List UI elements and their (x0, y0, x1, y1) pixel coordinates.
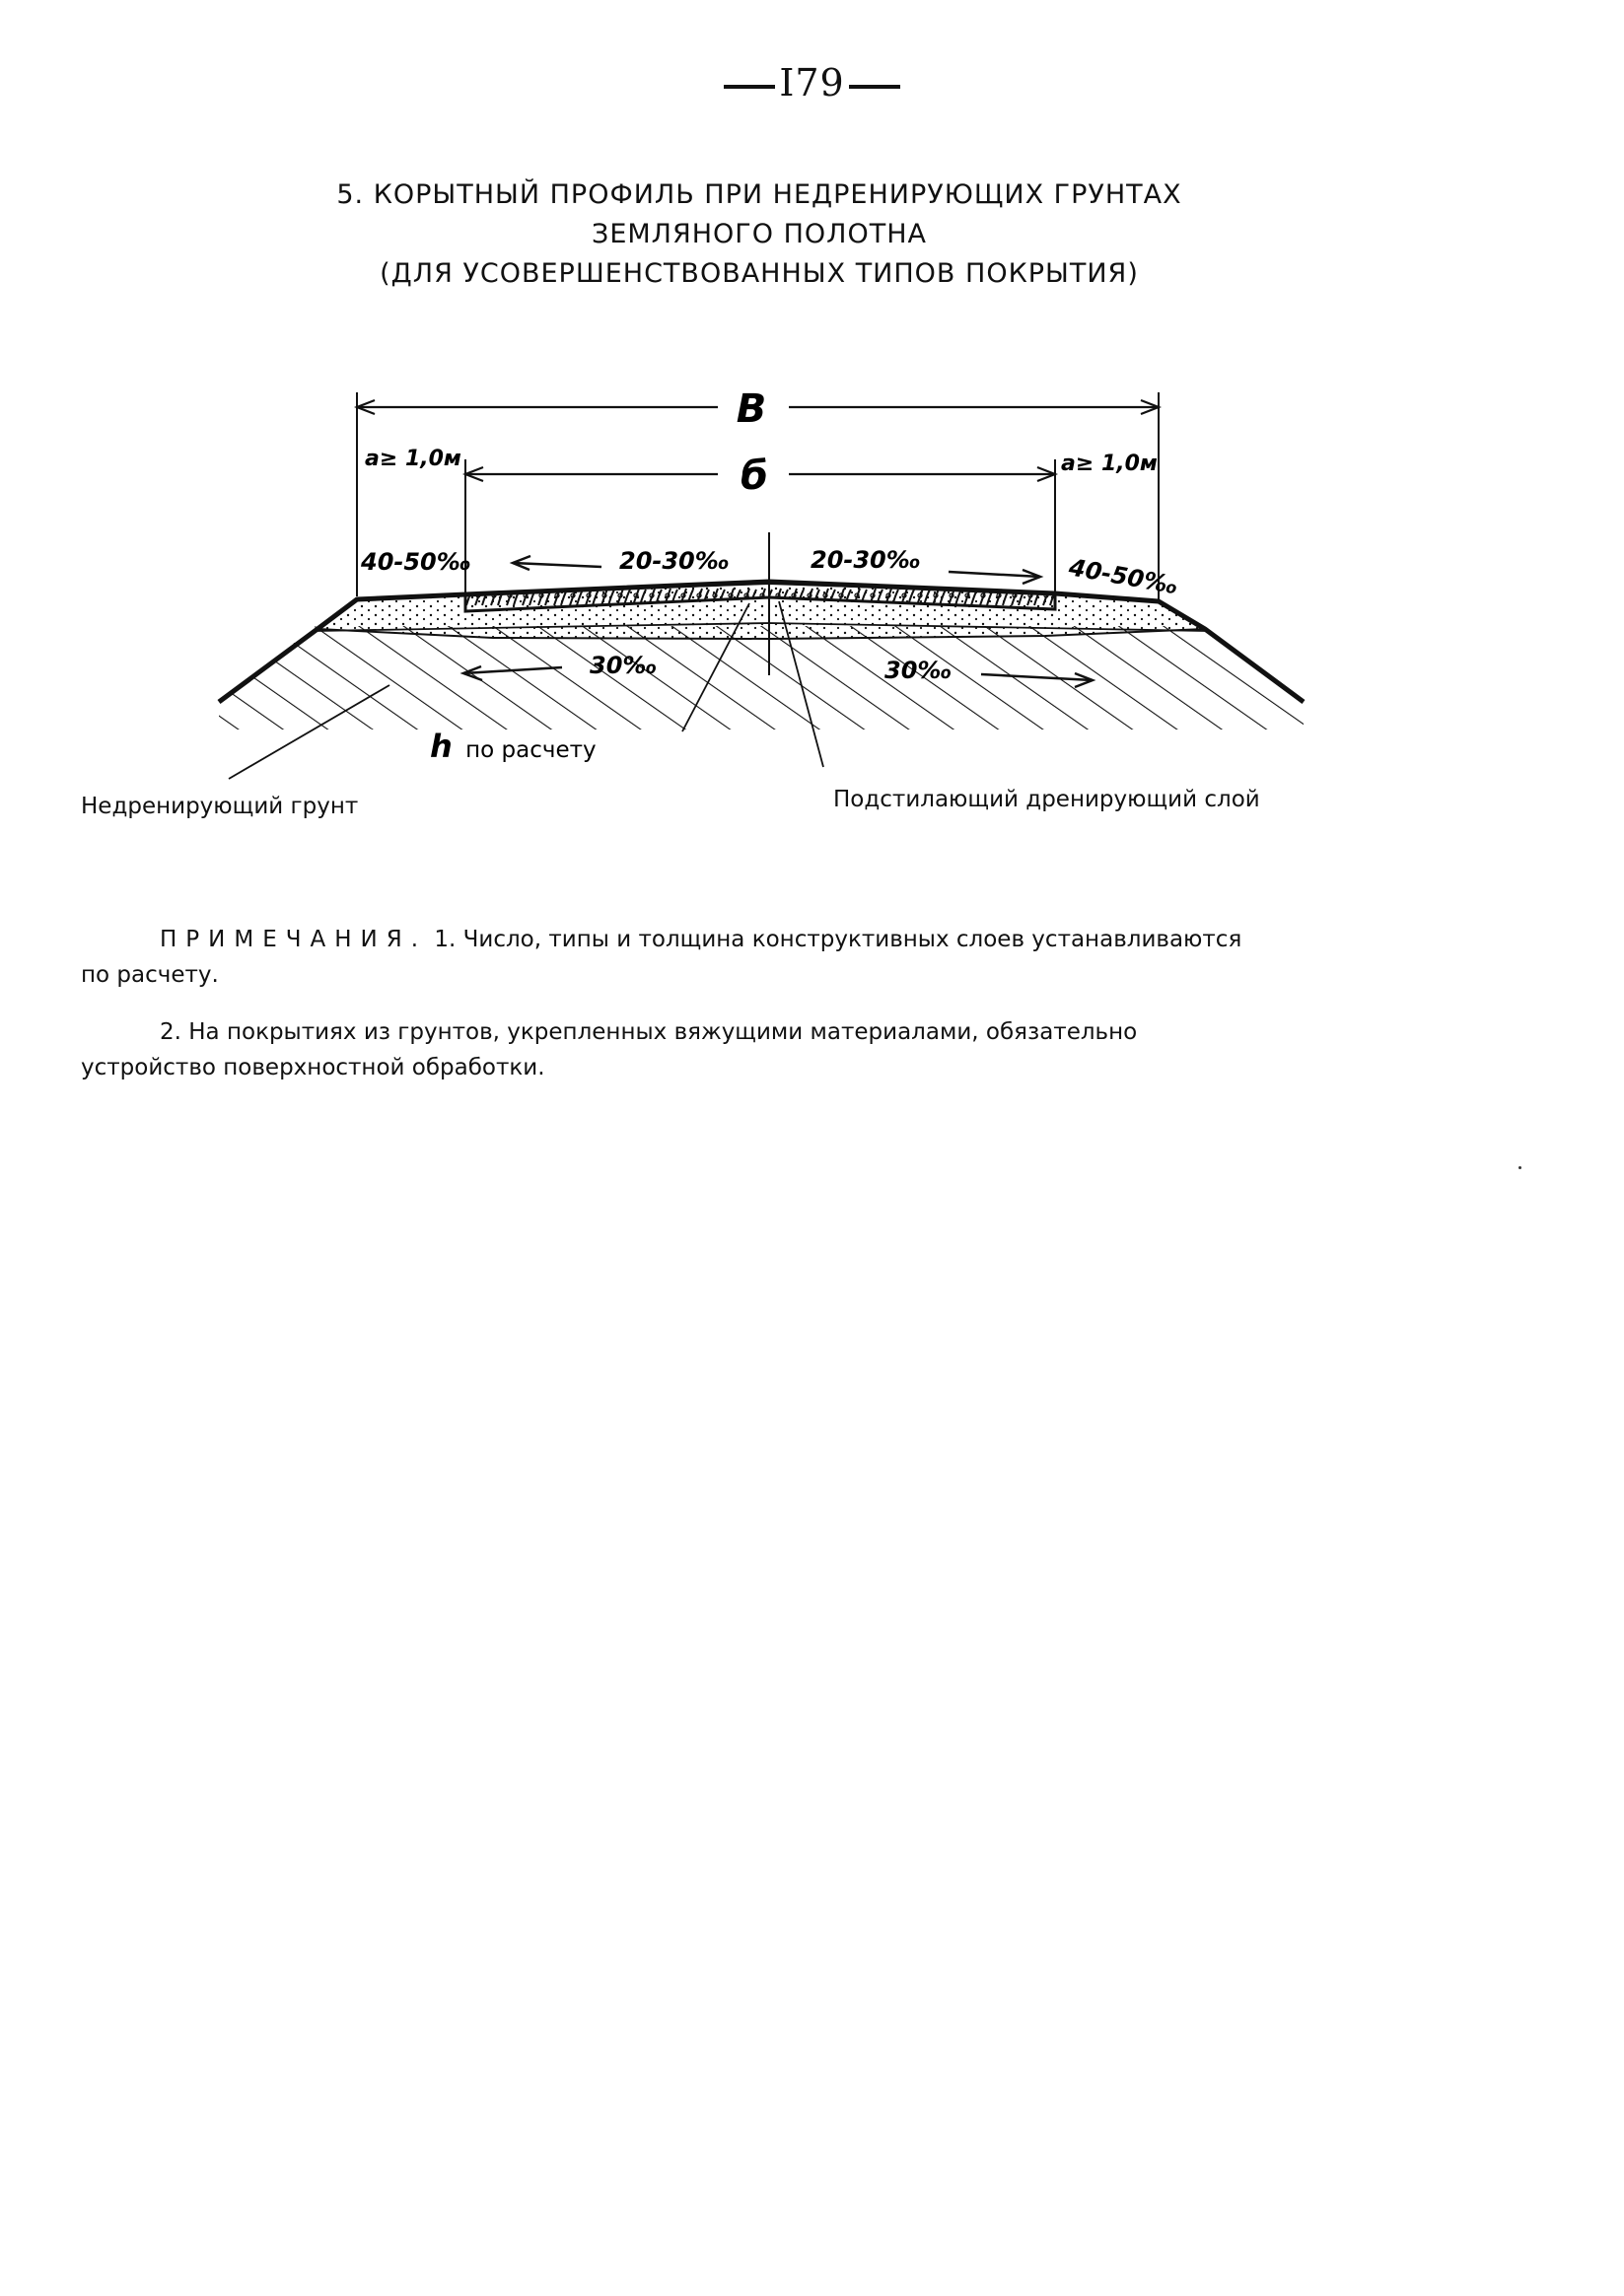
thickness-text: по расчету (465, 737, 597, 763)
dimension-b-label: В (736, 386, 767, 432)
title-line-3: (ДЛЯ УСОВЕРШЕНСТВОВАННЫХ ТИПОВ ПОКРЫТИЯ) (380, 258, 1139, 289)
label-undrained-soil: Недренирующий грунт (81, 794, 359, 819)
thickness-symbol: h (430, 728, 453, 765)
note-2-text: 2. На покрытиях из грунтов, укрепленных вяжущими материалами, обязательно устройство поверхностной обработки. (81, 1019, 1138, 1080)
label-drainage-layer: Подстилающий дренирующий слой (833, 787, 1260, 812)
thickness-label (430, 728, 597, 765)
pavement-slope-left-arrow (513, 556, 601, 570)
notes-heading: ПРИМЕЧАНИЯ. (160, 927, 428, 952)
note-1-text: 1. Число, типы и толщина конструктивных слоев устанавливаются по расчету. (81, 927, 1242, 988)
notes-section (81, 922, 1264, 1107)
dimension-pavement-label: б (741, 453, 768, 499)
slope-subgrade-right: 30‰ (884, 657, 953, 684)
title-line-1: 5. КОРЫТНЫЙ ПРОФИЛЬ ПРИ НЕДРЕНИРУЮЩИХ ГРУНТАХ (336, 179, 1182, 210)
shoulder-right-label: а≥ 1,0м (1061, 452, 1158, 476)
note-2 (81, 1014, 1264, 1085)
cross-section-diagram (0, 0, 1624, 887)
slope-subgrade-left: 30‰ (590, 652, 658, 679)
pavement-slope-right-arrow (949, 570, 1040, 584)
scan-speck (1518, 1166, 1521, 1169)
slope-pavement-left: 20-30‰ (619, 547, 730, 575)
slope-pavement-right: 20-30‰ (811, 546, 921, 574)
page-number-text: I79 (779, 61, 845, 104)
shoulder-left-label: а≥ 1,0м (365, 447, 461, 471)
note-1 (81, 922, 1264, 993)
slope-shoulder-right: 40-50‰ (1066, 553, 1180, 600)
slope-shoulder-left: 40-50‰ (361, 548, 471, 576)
title-line-2: ЗЕМЛЯНОГО ПОЛОТНА (592, 219, 927, 249)
